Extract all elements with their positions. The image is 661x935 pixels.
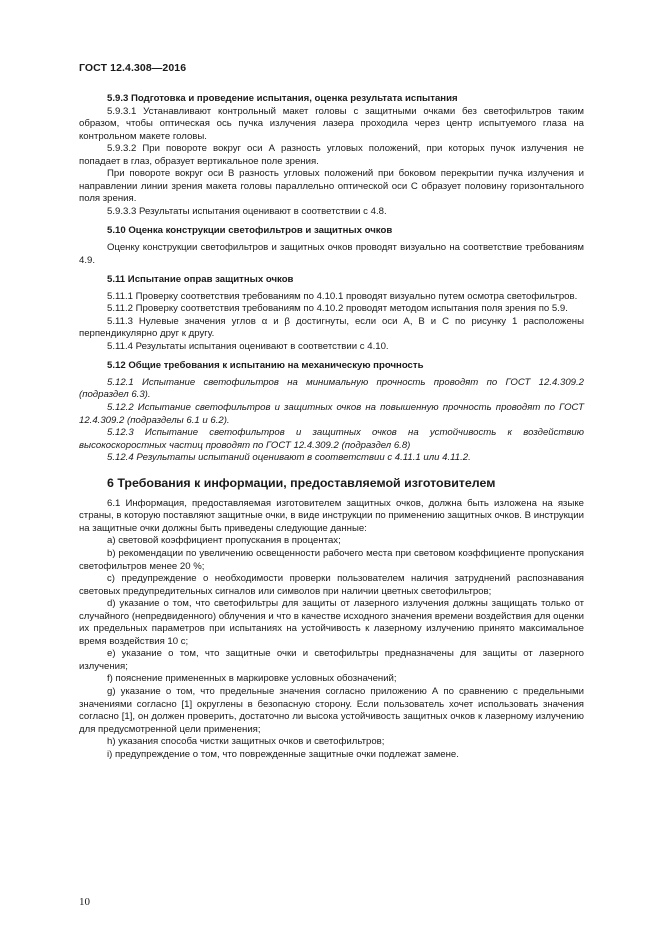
list-item: b) рекомендации по увеличению освещенности рабочего места при световом коэффициенте пропускания светофильтров менее 20 %; (79, 547, 584, 572)
list-item: f) пояснение примененных в маркировке условных обозначений; (107, 673, 397, 685)
list-item: g) указание о том, что предельные значения согласно приложению А по сравнению с предельными значениями согласно [1] округлены в безопасную сторону. Если пользователь хочет использовать значения согласно [1], он должен проверить, достаточно ли высока устойчивость защитных очков к лазерному излучению для предусмотренной цели применения; (79, 685, 584, 735)
list-item: h) указания способа чистки защитных очков и светофильтров; (107, 736, 385, 748)
document-header: ГОСТ 12.4.308—2016 (79, 62, 187, 74)
section-heading-5-10: 5.10 Оценка конструкции светофильтров и защитных очков (107, 225, 393, 237)
paragraph: 5.11.1 Проверку соответствия требованиям по 4.10.1 проводят визуально путем осмотра светофильтров. (107, 290, 578, 302)
paragraph: 5.9.3.2 При повороте вокруг оси А разность угловых положений, при которых пучок излучения не попадает в глаз, образует вертикальное поле зрения. (79, 143, 584, 167)
paragraph: Оценку конструкции светофильтров и защитных очков проводят визуально на соответствие требованиям 4.9. (79, 242, 584, 266)
paragraph: 5.12.3 Испытание светофильтров и защитных очков на устойчивость к воздействию высокоскоростных частиц проводят по ГОСТ 12.4.309.2 (подраздел 6.8) (79, 427, 584, 451)
paragraph: 5.11.2 Проверку соответствия требованиям по 4.10.2 проводят методом испытания поля зрения по 5.9. (107, 303, 568, 315)
paragraph: 5.12.2 Испытание светофильтров и защитных очков на повышенную прочность проводят по ГОСТ 12.4.309.2 (подразделы 6.1 и 6.2). (79, 402, 584, 426)
paragraph: 6.1 Информация, предоставляемая изготовителем защитных очков, должна быть изложена на языке страны, в которую поставляют защитные очки, в виде инструкции по применению защитных очков. В инструкции на защитные очки должны быть приведены следующие данные: (79, 497, 584, 534)
section-heading-6: 6 Требования к информации, предоставляемой изготовителем (107, 475, 496, 490)
section-heading-5-11: 5.11 Испытание оправ защитных очков (107, 274, 294, 286)
list-item: e) указание о том, что защитные очки и светофильтры предназначены для защиты от лазерного излучения; (79, 648, 584, 672)
paragraph: 5.9.3.1 Устанавливают контрольный макет головы с защитными очками без светофильтров таким образом, чтобы оптическая ось пучка излучения лазера проходила через центр испытуемого глаза на контрольном макете головы. (79, 105, 584, 142)
list-item: i) предупреждение о том, что поврежденные защитные очки подлежат замене. (107, 748, 459, 760)
paragraph: 5.12.4 Результаты испытаний оценивают в соответствии с 4.11.1 или 4.11.2. (107, 452, 471, 464)
paragraph: При повороте вокруг оси В разность угловых положений при боковом перекрытии пучка излучения и направлении линии зрения макета головы параллельно оптической оси С образует половину горизонтального поля зрения. (79, 168, 584, 205)
list-item: d) указание о том, что светофильтры для защиты от лазерного излучения должны защищать только от случайного (непредвиденного) облучения и что в качестве исходного значения времени воздействия для оценки их предельных параметров при испытаниях на устойчивость к лазерному излучению принято максимальное время воздействия 10 с; (79, 598, 584, 647)
document-body (79, 93, 584, 761)
section-heading-5-9-3: 5.9.3 Подготовка и проведение испытания, оценка результата испытания (107, 93, 458, 104)
paragraph: 5.12.1 Испытание светофильтров на минимальную прочность проводят по ГОСТ 12.4.309.2 (подраздел 6.3). (79, 376, 584, 401)
paragraph: 5.11.3 Нулевые значения углов α и β достигнуты, если оси А, В и С по рисунку 1 расположены перпендикулярно друг к другу. (79, 315, 584, 340)
paragraph: 5.11.4 Результаты испытания оценивают в соответствии с 4.10. (107, 340, 389, 352)
page-number: 10 (79, 896, 90, 908)
list-item: c) предупреждение о необходимости проверки пользователем наличия затруднений распознавания световых предупредительных сигналов или символов при наличии цветных светофильтров; (79, 573, 584, 597)
section-heading-5-12: 5.12 Общие требования к испытанию на механическую прочность (107, 360, 424, 372)
list-item: a) световой коэффициент пропускания в процентах; (107, 535, 341, 547)
paragraph: 5.9.3.3 Результаты испытания оценивают в соответствии с 4.8. (107, 205, 387, 217)
